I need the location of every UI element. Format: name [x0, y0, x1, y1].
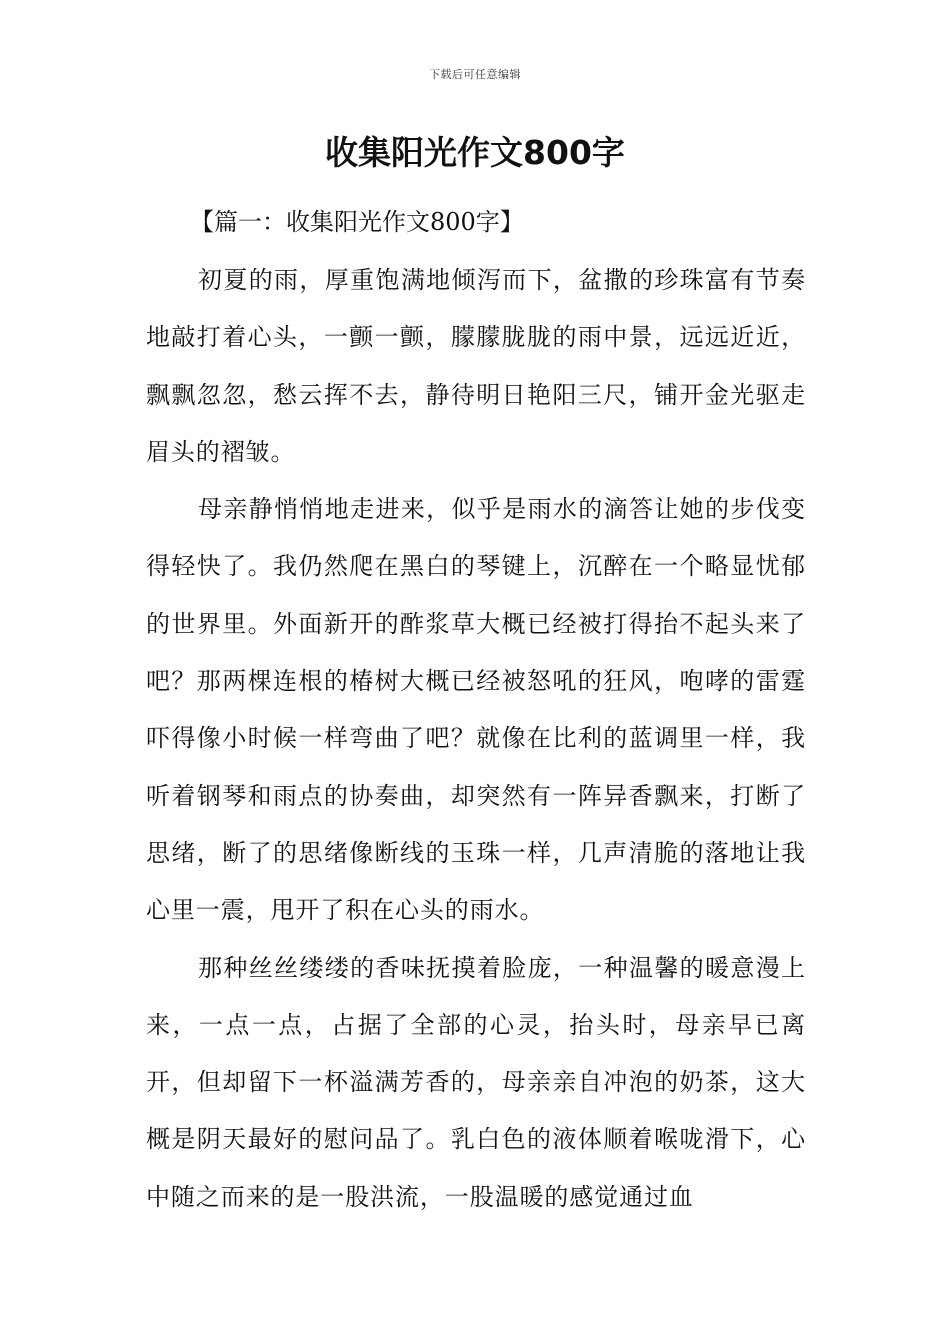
paragraph-2: 母亲静悄悄地走进来，似乎是雨水的滴答让她的步伐变得轻快了。我仍然爬在黑白的琴键上，沉醉在一个略显忧郁的世界里。外面新开的酢浆草大概已经被打得抬不起头来了吧？那两棵连根的椿树大概已经被怒吼的狂风，咆哮的雷霆吓得像小时候一样弯曲了吧？就像在比利的蓝调里一样，我听着钢琴和雨点的协奏曲，却突然有一阵异香飘来，打断了思绪，断了的思绪像断线的玉珠一样，几声清脆的落地让我心里一震，甩开了积在心头的雨水。 [146, 495, 806, 925]
paragraph-3: 那种丝丝缕缕的香味抚摸着脸庞，一种温馨的暖意漫上来，一点一点，占据了全部的心灵，抬头时，母亲早已离开，但却留下一杯溢满芳香的，母亲亲自冲泡的奶茶，这大概是阴天最好的慰问品了。乳白色的液体顺着喉咙滑下，心中随之而来的是一股洪流，一股温暖的感觉通过血 [146, 953, 806, 1211]
document-title: 收集阳光作文800字 [325, 133, 625, 172]
paragraph-1: 初夏的雨，厚重饱满地倾泻而下，盆撒的珍珠富有节奏地敲打着心头，一颤一颤，朦朦胧胧的雨中景，远远近近，飘飘忽忽，愁云挥不去，静待明日艳阳三尺，铺开金光驱走眉头的褶皱。 [146, 266, 806, 466]
section-heading: 【篇一：收集阳光作文800字】 [190, 208, 524, 236]
body-text [146, 252, 806, 1226]
header-note: 下载后可任意编辑 [429, 68, 521, 81]
